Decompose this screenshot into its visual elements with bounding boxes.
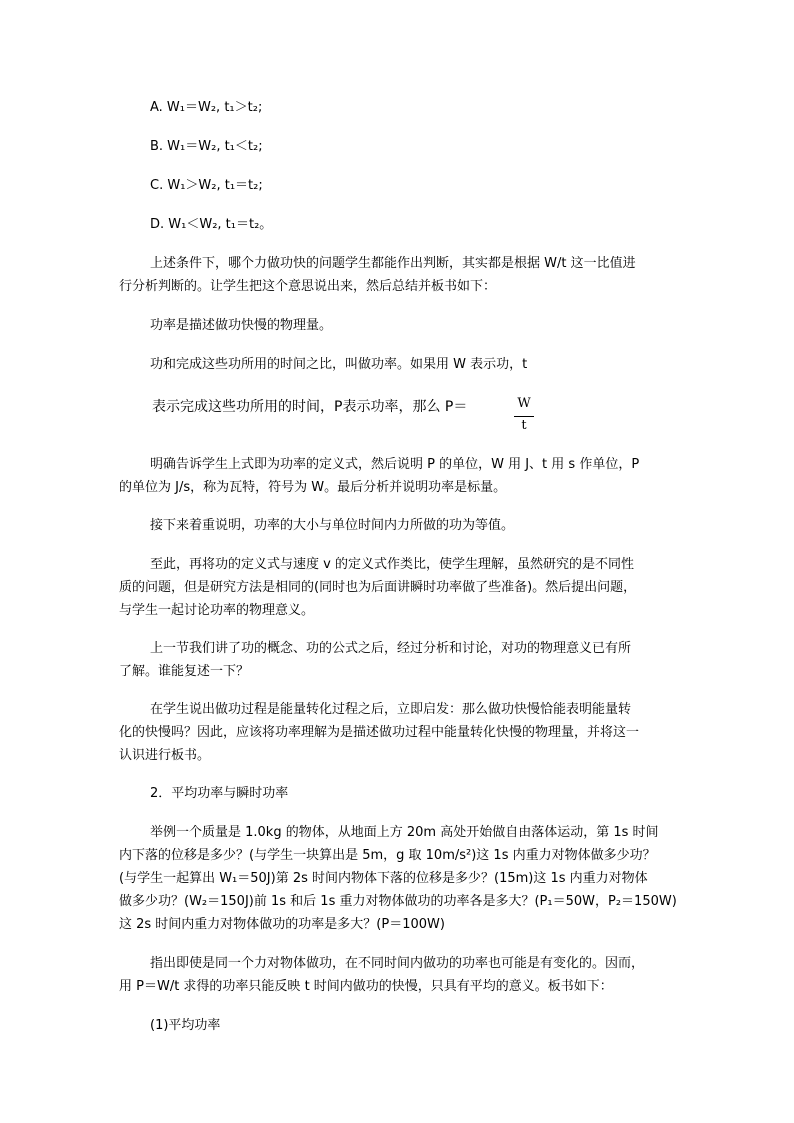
paragraph-line: 明确告诉学生上式即为功率的定义式，然后说明 P 的单位，W 用 J、t 用 s 作单位，P	[150, 457, 640, 472]
fraction-bar	[514, 416, 534, 417]
fraction-numerator: W	[517, 396, 531, 411]
paragraph-line: 与学生一起讨论功率的物理意义。	[119, 603, 315, 618]
paragraph-line: 化的快慢吗？因此，应该将功率理解为是描述做功过程中能量转化快慢的物理量，并将这一	[119, 725, 640, 740]
paragraph-line: 举例一个质量是 1.0kg 的物体，从地面上方 20m 高处开始做自由落体运动，第 1s 时间	[150, 825, 659, 840]
paragraph-line: 质的问题，但是研究方法是相同的(同时也为后面讲瞬时功率做了些准备)。然后提出问题，	[119, 580, 637, 595]
paragraph-line: 了解。谁能复述一下？	[119, 664, 250, 679]
paragraph-line: 这 2s 时间内重力对物体做功的功率是多大？(P＝100W)	[119, 917, 445, 932]
section-heading: 2．平均功率与瞬时功率	[150, 786, 289, 801]
definition-line: 功率是描述做功快慢的物理量。	[150, 318, 333, 333]
paragraph-line: 上述条件下，哪个力做功快的问题学生都能作出判断，其实都是根据 W/t 这一比值进	[150, 256, 636, 271]
paragraph-line: 做多少功？(W₂＝150J)前 1s 和后 1s 重力对物体做功的功率各是多大？(P₁＝50W，P₂＝150W)	[119, 894, 677, 909]
paragraph-line: 在学生说出做功过程是能量转化过程之后，立即启发：那么做功快慢恰能表明能量转	[150, 702, 632, 717]
paragraph-line: 内下落的位移是多少？(与学生一块算出是 5m，g 取 10m/s²)这 1s 内重力对物体做多少功？	[119, 848, 656, 863]
paragraph-line: (与学生一起算出 W₁＝50J)第 2s 时间内物体下落的位移是多少？(15m)这 1s 内重力对物体	[119, 871, 648, 886]
subheading: (1)平均功率	[150, 1018, 221, 1033]
paragraph-line: 用 P＝W/t 求得的功率只能反映 t 时间内做功的快慢，只具有平均的意义。板书如下：	[119, 979, 613, 994]
paragraph-line: 至此，再将功的定义式与速度 v 的定义式作类比，使学生理解，虽然研究的是不同性	[150, 557, 634, 572]
paragraph-line: 认识进行板书。	[119, 748, 211, 763]
option-a: A. W₁＝W₂, t₁＞t₂;	[150, 100, 263, 115]
fraction-denominator: t	[521, 418, 527, 433]
paragraph-line: 行分析判断的。让学生把这个意思说出来，然后总结并板书如下：	[119, 279, 497, 294]
definition-line: 功和完成这些功所用的时间之比，叫做功率。如果用 W 表示功，t	[150, 357, 528, 372]
paragraph-line: 接下来着重说明，功率的大小与单位时间内力所做的功为等值。	[150, 518, 515, 533]
option-d: D. W₁＜W₂, t₁＝t₂。	[150, 217, 273, 232]
paragraph-line: 指出即使是同一个力对物体做功，在不同时间内做功的功率也可能是有变化的。因而，	[150, 956, 645, 971]
option-c: C. W₁＞W₂, t₁＝t₂;	[150, 178, 263, 193]
paragraph-line: 上一节我们讲了功的概念、功的公式之后，经过分析和讨论，对功的物理意义已有所	[150, 641, 632, 656]
paragraph-line: 的单位为 J/s，称为瓦特，符号为 W。最后分析并说明功率是标量。	[119, 480, 507, 495]
formula-text: 表示完成这些功所用的时间，P表示功率，那么 P＝	[152, 399, 468, 415]
option-b: B. W₁＝W₂, t₁＜t₂;	[150, 139, 263, 154]
